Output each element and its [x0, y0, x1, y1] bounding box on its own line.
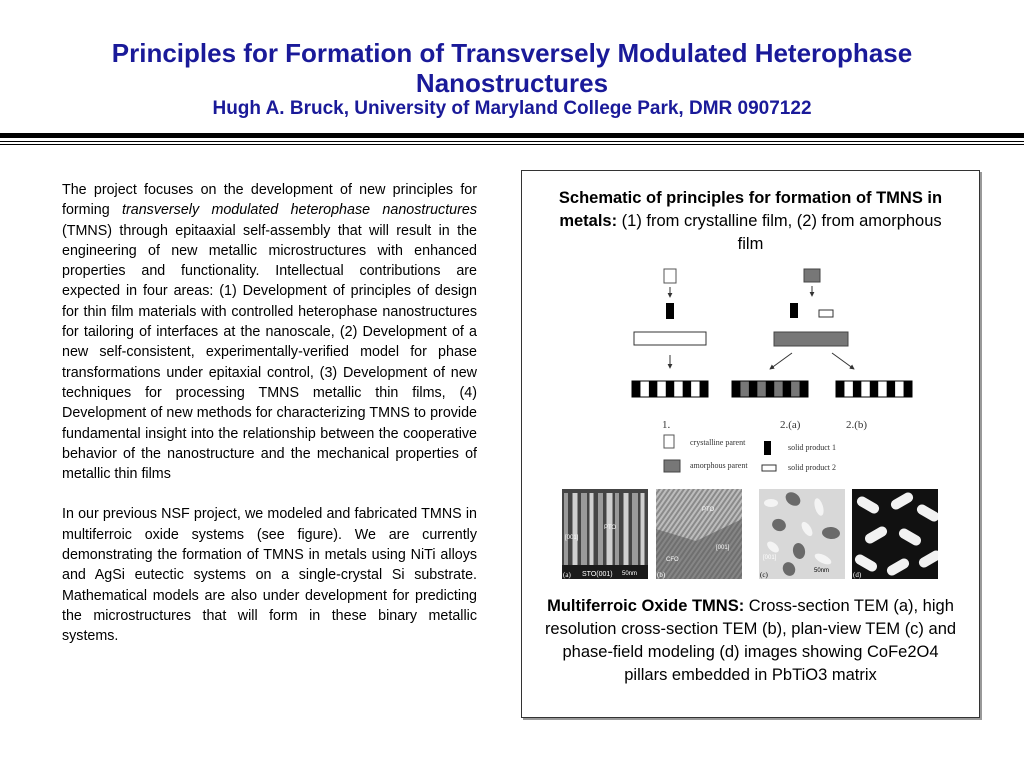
tem-image-d — [852, 489, 938, 579]
tem-d-letter: (d) — [853, 571, 862, 579]
tem-image-b — [656, 489, 742, 579]
legend-amorphous-swatch — [664, 460, 680, 472]
arrow-2b — [770, 353, 792, 369]
tem-image-c — [759, 489, 845, 579]
solid-product-2-box — [819, 310, 833, 317]
solid-product-bar — [666, 303, 674, 319]
solid-product-1-bar — [790, 303, 798, 318]
amorphous-parent-box — [804, 269, 820, 282]
body-text — [62, 180, 477, 667]
legend-solid2-swatch — [762, 465, 776, 471]
tem-c-scale-label: 50nm — [814, 568, 830, 574]
tem-b-letter: (b) — [657, 571, 666, 579]
tem-b-pto-label: PTO — [702, 507, 715, 513]
tem-b-dir-label: [001] — [716, 545, 730, 551]
crystalline-parent-box — [664, 269, 676, 283]
title-line-1: Principles for Formation of Transversely Modulated Heterophase — [111, 38, 913, 68]
tem-a-letter: (a) — [563, 571, 571, 579]
paragraph-2: In our previous NSF project, we modeled and fabricated TMNS in multiferroic oxide systems (see figure). We are currently demonstrating the formation of TMNS in metals using NiTi alloys and AgSi eutectic systems on a single-crystal Si substrate. Mathematical models are also under development for predicting the microstructures that will form in these binary metallic systems. — [62, 506, 477, 645]
arrow-2c — [832, 353, 854, 369]
tem-a-sto-label: STO(001) — [582, 571, 613, 578]
label-2a: 2.(a) — [780, 419, 801, 431]
label-2b: 2.(b) — [846, 419, 868, 431]
page-subtitle: Hugh A. Bruck, University of Maryland College Park, DMR 0907122 — [212, 98, 812, 119]
header-rule-thick — [0, 133, 1024, 138]
tem-a-dir-label: [001] — [565, 535, 579, 541]
tem-c-letter: (c) — [760, 571, 768, 579]
legend-solid2: solid product 2 — [788, 463, 836, 472]
modulated-film-1 — [632, 381, 708, 397]
legend-crystalline: crystalline parent — [690, 438, 746, 447]
label-1: 1. — [662, 419, 671, 431]
legend-amorphous: amorphous parent — [690, 461, 748, 470]
modulated-film-2b — [836, 381, 912, 397]
tmns-schematic — [622, 263, 922, 475]
legend-solid1-swatch — [764, 441, 771, 455]
header-rule-thin-1 — [0, 141, 1024, 142]
crystalline-film — [634, 332, 706, 345]
tem-b-cfo-label: CFO — [666, 557, 679, 563]
tem-c-dir-label: [001] — [763, 555, 777, 561]
figure-caption-bottom: Multiferroic Oxide TMNS: Cross-section TEM (a), high resolution cross-section TEM (b), plan-view TEM (c) and phase-field modeling (d) images showing CoFe2O4 pillars embedded in PbTiO3 matrix — [544, 597, 957, 684]
figure-panel — [521, 170, 980, 718]
header-rule-thin-2 — [0, 144, 1024, 145]
modulated-film-2a — [732, 381, 808, 397]
figure-caption-top: Schematic of principles for formation of TMNS in metals: (1) from crystalline film, (2) from amorphous film — [558, 189, 943, 253]
italic-term: transversely modulated heterophase nanostructures — [122, 202, 477, 219]
amorphous-film — [774, 332, 848, 346]
tem-a-scale-label: 50nm — [622, 571, 638, 577]
legend-solid1: solid product 1 — [788, 443, 836, 452]
paragraph-1: The project focuses on the development of new principles for forming transversely modulated heterophase nanostructures (TMNS) through epitaaxial self-assembly that will result in the engineering of new metallic microstructures with enhanced properties and functionality. Intellectual contributions are expected in four areas: (1) Development of principles of design for thin film materials with controlled heterophase nanostructures for tailoring of interfaces at the nanoscale, (2) Development of a new self-consistent, experimentally-verified model for phase transformations under epitaxial control, (3) Development of new techniques for processing TMNS metallic thin films, (4) Development of new methods for characterizing TMNS to provide fundamental insight into the relationship between the cooperative behavior of the nanostructure and the mechanical properties of metallic thin films — [62, 182, 477, 483]
page-title — [0, 38, 1024, 98]
legend-crystalline-swatch — [664, 435, 674, 448]
title-line-2: Nanostructures — [415, 68, 609, 98]
tem-a-pto-label: PTO — [604, 525, 617, 531]
tem-image-a — [562, 489, 648, 579]
